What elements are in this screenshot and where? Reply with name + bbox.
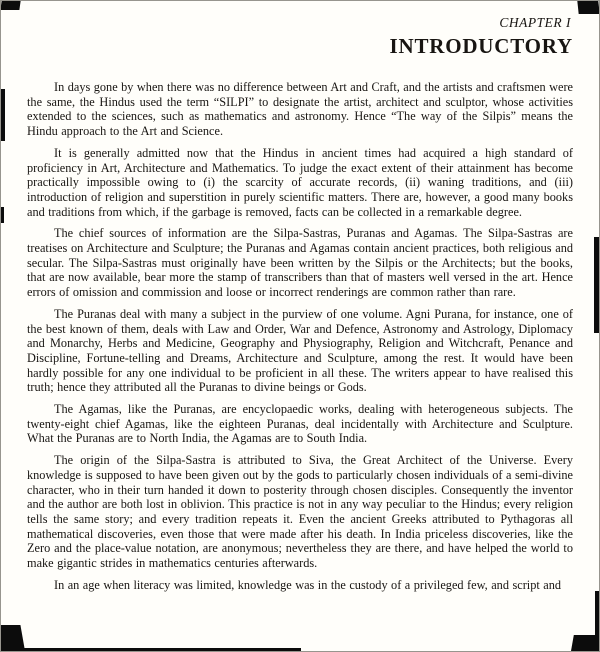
scan-artifact-right-mid: [594, 237, 599, 333]
scan-artifact-left-mid: [1, 207, 4, 223]
scan-artifact-bottom-right: [571, 635, 600, 651]
paragraph: The origin of the Silpa-Sastra is attributed to Siva, the Great Architect of the Universe. Every knowledge is supposed to have been given out by the gods to particularly chosen individuals of a semi-divine character, who in their turn handed it down to posterity through chosen disciples. Consequently the inventor and the author are both lost in oblivion. This practice is not in any way peculiar to the Hindus; every religion tells the same story; and every tradition repeats it. Even the ancient Greeks attributed to Pythagoras all mathematical discoveries, even those that were made after his death. In India priceless discoveries, like the Zero and the place-value notation, are anonymous; nevertheless they are there, and have helped the world to make gigantic strides in mathematics centuries afterwards.: [27, 453, 573, 571]
scan-artifact-top-left: [0, 1, 20, 10]
paragraph: The Agamas, like the Puranas, are encyclopaedic works, dealing with heterogeneous subjects. The twenty-eight chief Agamas, like the eighteen Puranas, deal incidentally with Architecture and Sculpture. What the Puranas are to North India, the Agamas are to South India.: [27, 402, 573, 446]
paragraph: The Puranas deal with many a subject in the purview of one volume. Agni Purana, for instance, one of the best known of them, deals with Law and Order, War and Defence, Astronomy and Astrology, Diplomacy and Monarchy, Herbs and Medicine, Geography and Physiography, Religion and Witchcraft, Penance and Discipline, Fortune-telling and Dreams, Architecture and Sculpture, among the rest. It would have been hardly possible for any one individual to be proficient in all these. The writers appear to have realised this truth; hence they attributed all the Puranas to divine beings or Gods.: [27, 306, 573, 395]
paragraph: It is generally admitted now that the Hindus in ancient times had acquired a high standard of proficiency in Art, Architecture and Mathematics. To judge the exact extent of their attainment has become practically impossible owing to (i) the scarcity of accurate records, (ii) waning traditions, and (iii) introduction of religion and superstition in purely scientific matters. There are, however, a good many books and traditions from which, if the garbage is removed, facts can be collected in a remarkable degree.: [27, 145, 573, 219]
scan-artifact-left-upper: [1, 89, 5, 141]
paragraph: The chief sources of information are the Silpa-Sastras, Puranas and Agamas. The Silpa-Sastras are treatises on Architecture and Sculpture; the Puranas and Agamas contain ancient practices, both religious and secular. The Silpa-Sastras must originally have been written by the Silpis or the Architects; but the books, that are now available, bear more the stamp of transcribers than that of masters well versed in the art. Hence errors of omission and commission and loose or incorrect renderings are common rather than rare.: [27, 226, 573, 300]
paragraph: In days gone by when there was no difference between Art and Craft, and the artists and craftsmen were the same, the Hindus used the term “SILPI” to designate the artist, architect and sculptor, whose activities extended to the sciences, such as mathematics and astronomy. Hence “The way of the Silpis” means the Hindu approach to the Art and Science.: [27, 80, 573, 139]
paragraph: In an age when literacy was limited, knowledge was in the custody of a privileged few, and script and: [54, 577, 562, 592]
page-content: [27, 9, 573, 600]
chapter-label: CHAPTER I: [499, 15, 571, 30]
scan-artifact-top-right: [577, 1, 599, 14]
scan-artifact-bottom-left: [0, 625, 25, 651]
scan-artifact-bottom-edge: [1, 648, 301, 651]
page-title: INTRODUCTORY: [389, 34, 573, 58]
